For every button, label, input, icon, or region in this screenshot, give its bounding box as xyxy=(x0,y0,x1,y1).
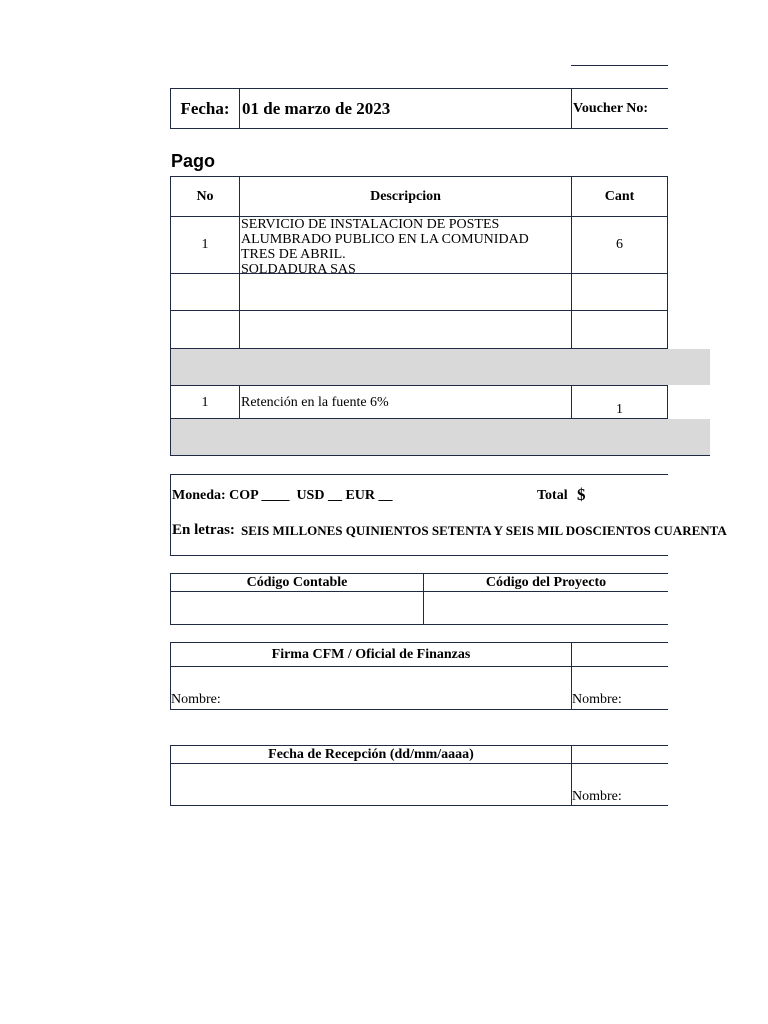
total-label: Total xyxy=(537,488,568,503)
retencion-descripcion: Retención en la fuente 6% xyxy=(239,385,572,419)
firma-nombre-right: Nombre: xyxy=(572,692,622,707)
codigo-proyecto-header: Código del Proyecto xyxy=(423,573,668,592)
letras-label: En letras: xyxy=(172,522,235,538)
recepcion-left-body xyxy=(170,763,572,806)
total-band xyxy=(170,419,710,456)
fecha-row xyxy=(170,88,668,129)
row1-desc-line: SOLDADURA SAS xyxy=(241,262,356,277)
firma-right-body xyxy=(571,666,668,710)
top-right-rule xyxy=(571,65,668,66)
recepcion-nombre-right: Nombre: xyxy=(572,789,622,804)
subtotal-band xyxy=(170,349,710,385)
row2-cant xyxy=(571,273,668,311)
row1-cant: 6 xyxy=(571,216,668,274)
codigo-contable-header: Código Contable xyxy=(170,573,424,592)
firma-left-body xyxy=(170,666,572,710)
firma-title: Firma CFM / Oficial de Finanzas xyxy=(170,642,572,667)
row3-cant xyxy=(571,310,668,349)
firma-table xyxy=(170,642,668,710)
col-header-no: No xyxy=(170,176,240,217)
row2-descripcion xyxy=(239,273,572,311)
row2-no xyxy=(170,273,240,311)
total-symbol: $ xyxy=(577,485,586,504)
row1-desc-line: TRES DE ABRIL. xyxy=(241,247,346,262)
firma-nombre-left: Nombre: xyxy=(171,692,221,707)
row1-desc-line: SERVICIO DE INSTALACION DE POSTES xyxy=(241,217,500,232)
col-header-descripcion: Descripcion xyxy=(239,176,572,217)
recepcion-right-header xyxy=(571,745,668,764)
recepcion-table xyxy=(170,745,668,806)
row1-descripcion xyxy=(239,216,572,277)
firma-right-header xyxy=(571,642,668,667)
payment-table xyxy=(170,176,710,456)
retencion-cant: 1 xyxy=(571,385,668,419)
fecha-label: Fecha: xyxy=(171,89,240,128)
codigo-proyecto-value xyxy=(423,591,668,625)
row3-descripcion xyxy=(239,310,572,349)
letras-value: SEIS MILLONES QUINIENTOS SETENTA Y SEIS MIL DOSCIENTOS CUARENTA xyxy=(241,523,727,538)
moneda-label: Moneda: COP ____ USD __ EUR __ xyxy=(172,488,393,503)
row1-desc-line: ALUMBRADO PUBLICO EN LA COMUNIDAD xyxy=(241,232,529,247)
codigos-table xyxy=(170,573,668,625)
recepcion-right-body xyxy=(571,763,668,806)
recepcion-title: Fecha de Recepción (dd/mm/aaaa) xyxy=(170,745,572,764)
retencion-no: 1 xyxy=(170,385,240,419)
codigo-contable-value xyxy=(170,591,424,625)
col-header-cant: Cant xyxy=(571,176,668,217)
voucher-label: Voucher No: xyxy=(571,89,669,128)
row3-no xyxy=(170,310,240,349)
fecha-value: 01 de marzo de 2023 xyxy=(242,99,391,118)
row1-no: 1 xyxy=(170,216,240,274)
section-title: Pago xyxy=(171,151,216,171)
amount-box xyxy=(170,474,727,556)
